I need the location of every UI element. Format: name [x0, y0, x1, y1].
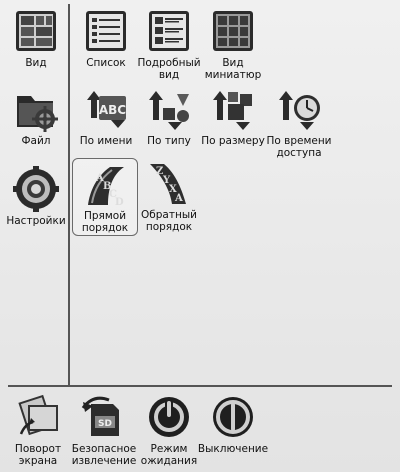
sort-descending-icon	[146, 160, 192, 206]
power-off-button[interactable]	[197, 394, 269, 455]
standby-icon	[146, 394, 192, 440]
safe-eject-button[interactable]	[68, 394, 140, 467]
sort-by-name-icon	[83, 86, 129, 132]
sort-order-ascending-label: Прямой порядок	[81, 210, 129, 234]
sort-by-type-label: По типу	[147, 135, 191, 147]
view-mode-detailed[interactable]	[133, 8, 205, 81]
sort-order-descending-label: Обратный порядок	[141, 209, 197, 233]
view-mode-thumbnails[interactable]	[197, 8, 269, 81]
svg-text:C: C	[109, 189, 117, 200]
power-off-icon	[210, 394, 256, 440]
sort-order-ascending[interactable]	[72, 158, 138, 236]
thumbnails-view-icon	[210, 8, 256, 54]
sort-by-size-icon	[210, 86, 256, 132]
view-grid-icon	[13, 8, 59, 54]
sort-order-descending[interactable]	[133, 160, 205, 233]
sort-by-type-icon	[146, 86, 192, 132]
standby-label: Режим ожидания	[140, 443, 198, 467]
sidebar-item-view-label: Вид	[25, 57, 47, 69]
view-mode-list-label: Список	[86, 57, 126, 69]
detailed-view-icon	[146, 8, 192, 54]
sort-by-name[interactable]	[70, 86, 142, 147]
svg-text:Y: Y	[163, 175, 171, 186]
sort-by-access-time-label: По времени доступа	[266, 135, 332, 159]
rotate-screen-label: Поворот экрана	[14, 443, 62, 467]
sort-by-size[interactable]	[197, 86, 269, 147]
svg-text:SD: SD	[98, 419, 112, 429]
svg-text:X: X	[169, 184, 177, 195]
sd-card-eject-icon	[81, 394, 127, 440]
svg-text:A: A	[175, 193, 183, 204]
sidebar-item-settings-label: Настройки	[6, 215, 66, 227]
svg-text:Z: Z	[156, 166, 164, 177]
list-view-icon	[83, 8, 129, 54]
sidebar-item-view[interactable]	[0, 8, 72, 69]
svg-text:D: D	[115, 197, 124, 207]
sort-by-access-time[interactable]	[263, 86, 335, 159]
view-mode-thumbnails-label: Вид миниатюр	[204, 57, 262, 81]
safe-eject-label: Безопасное извлечение	[71, 443, 137, 467]
standby-button[interactable]	[133, 394, 205, 467]
sort-ascending-icon	[82, 161, 128, 207]
rotate-screen-button[interactable]	[2, 394, 74, 467]
folder-gear-icon	[13, 86, 59, 132]
sidebar-item-file-label: Файл	[21, 135, 51, 147]
svg-text:A: A	[96, 173, 104, 184]
svg-text:B: B	[103, 181, 112, 192]
sort-by-type[interactable]	[133, 86, 205, 147]
bottom-bar-divider	[8, 385, 392, 387]
settings-gear-icon	[13, 166, 59, 212]
sort-by-size-label: По размеру	[201, 135, 265, 147]
sort-by-name-label: По имени	[79, 135, 133, 147]
sort-by-time-icon	[276, 86, 322, 132]
sidebar-item-file[interactable]	[0, 86, 72, 147]
svg-text:ABC: ABC	[98, 103, 127, 117]
rotate-screen-icon	[15, 394, 61, 440]
sidebar-item-settings[interactable]	[0, 166, 72, 227]
view-mode-detailed-label: Подробный вид	[137, 57, 201, 81]
power-off-label: Выключение	[197, 443, 269, 455]
view-mode-list[interactable]	[70, 8, 142, 69]
